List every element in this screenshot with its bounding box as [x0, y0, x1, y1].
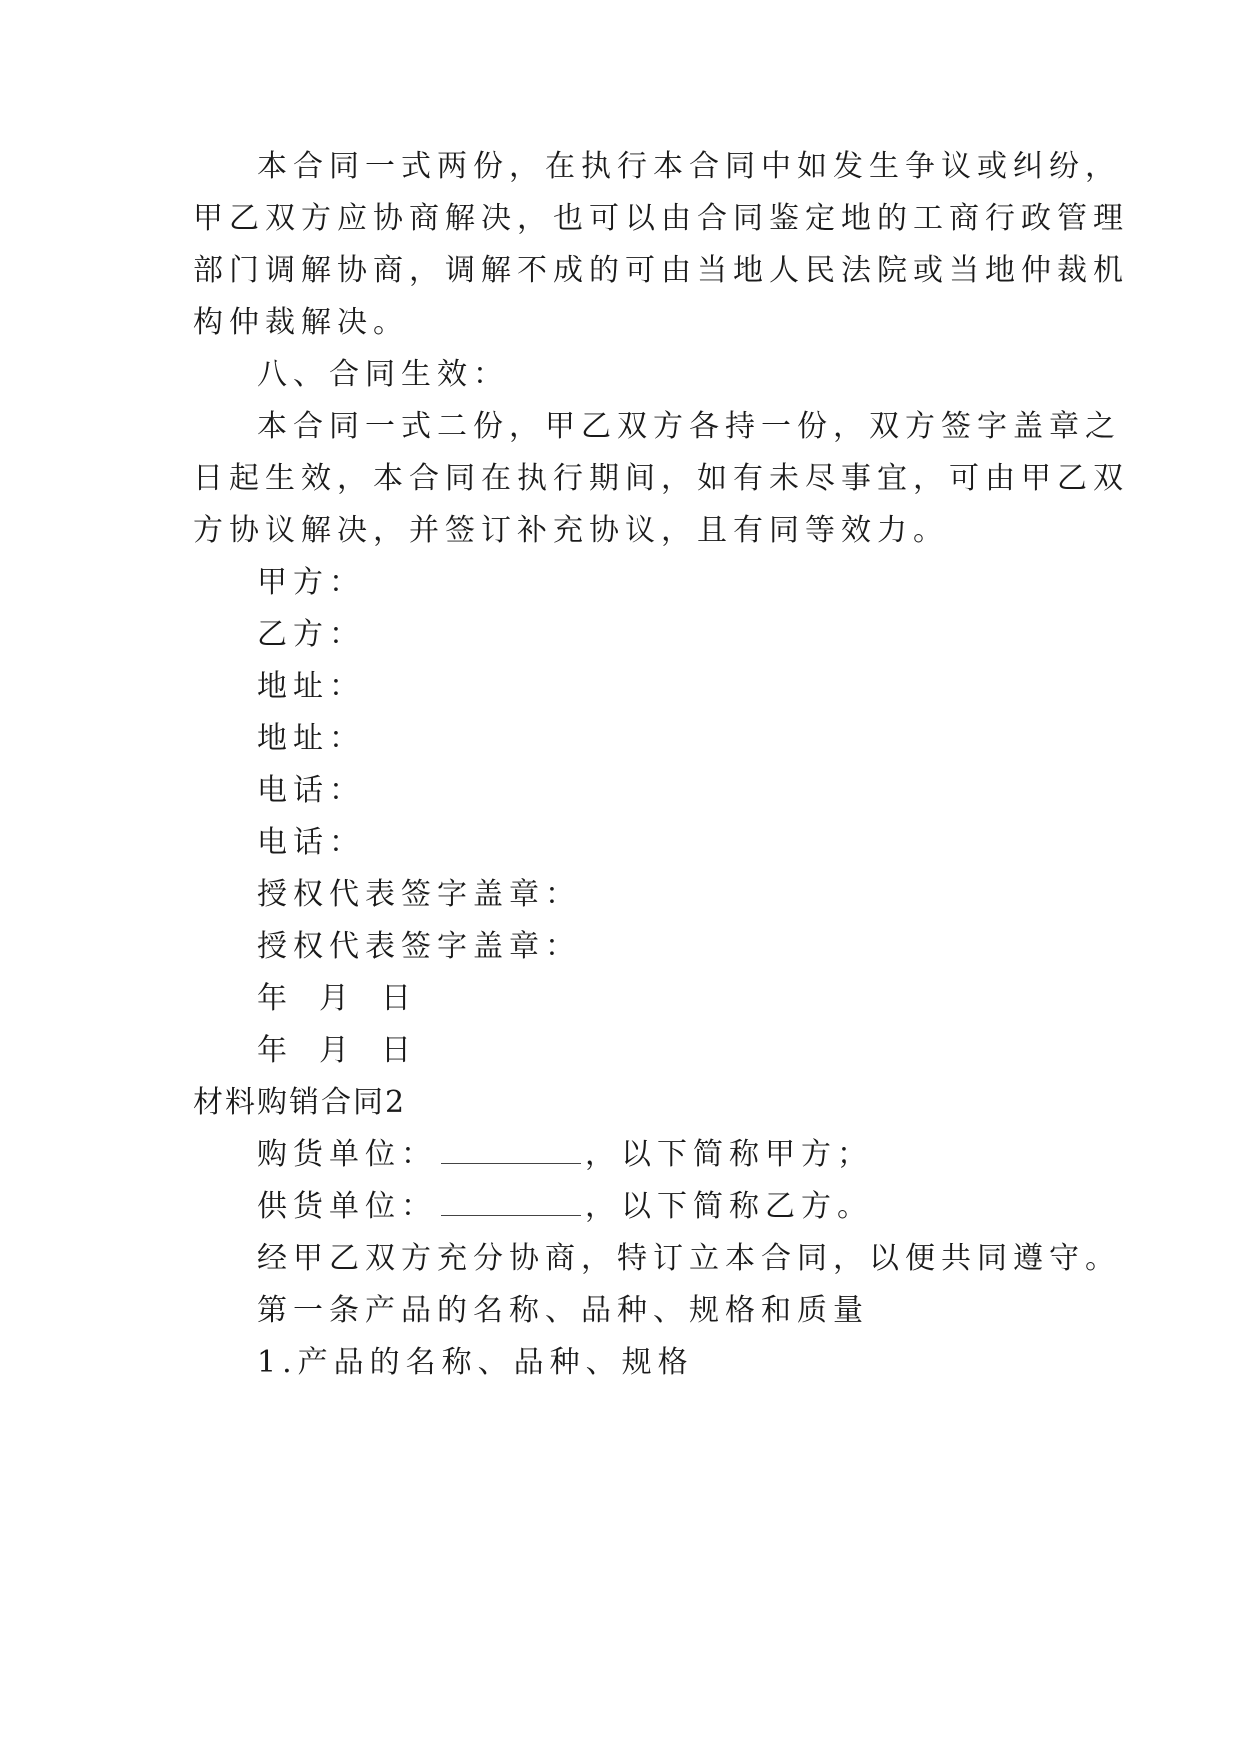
date-year-1: 年 [257, 981, 293, 1016]
supplier-suffix: ，以下简称乙方。 [585, 1189, 873, 1224]
date-year-2: 年 [257, 1033, 293, 1068]
supplier-label: 供货单位： [257, 1189, 437, 1224]
section-8-heading: 八、合同生效： [257, 357, 509, 392]
paragraph-effect-line-2: 日起生效，本合同在执行期间，如有未尽事宜，可由甲乙双 [193, 461, 1129, 496]
paragraph-dispute-line-3: 部门调解协商，调解不成的可由当地人民法院或当地仲裁机 [193, 253, 1129, 288]
date-line-1 [257, 970, 1157, 1028]
party-b-label: 乙方： [257, 617, 365, 652]
paragraph-effect-line-1: 本合同一式二份，甲乙双方各持一份，双方签字盖章之 [257, 409, 1121, 444]
supplier-line [257, 1178, 1157, 1236]
paragraph-effect-line-3: 方协议解决，并签订补充协议，且有同等效力。 [193, 513, 949, 548]
contract-2-intro: 经甲乙双方充分协商，特订立本合同，以便共同遵守。 [257, 1241, 1121, 1276]
buyer-suffix: ，以下简称甲方； [585, 1137, 873, 1172]
phone-label-1: 电话： [257, 773, 365, 808]
phone-label-2: 电话： [257, 825, 365, 860]
paragraph-dispute-line-1: 本合同一式两份，在执行本合同中如发生争议或纠纷， [257, 149, 1121, 184]
buyer-blank-field[interactable] [441, 1129, 581, 1164]
buyer-label: 购货单位： [257, 1137, 437, 1172]
party-a-label: 甲方： [257, 565, 365, 600]
rep-sign-label-2: 授权代表签字盖章： [257, 929, 581, 964]
rep-sign-label-1: 授权代表签字盖章： [257, 877, 581, 912]
supplier-blank-field[interactable] [441, 1181, 581, 1216]
contract-2-title: 材料购销合同2 [193, 1085, 407, 1120]
article-1-item-1: 1.产品的名称、品种、规格 [257, 1345, 694, 1380]
article-1-heading: 第一条产品的名称、品种、规格和质量 [257, 1293, 869, 1328]
address-label-1: 地址： [257, 669, 365, 704]
paragraph-dispute-line-4: 构仲裁解决。 [193, 305, 409, 340]
buyer-line [257, 1126, 1157, 1184]
date-line-2 [257, 1022, 1157, 1080]
address-label-2: 地址： [257, 721, 365, 756]
date-day-2: 日 [381, 1033, 417, 1068]
date-day-1: 日 [381, 981, 417, 1016]
paragraph-dispute-line-2: 甲乙双方应协商解决，也可以由合同鉴定地的工商行政管理 [193, 201, 1129, 236]
date-month-1: 月 [319, 981, 355, 1016]
date-month-2: 月 [319, 1033, 355, 1068]
